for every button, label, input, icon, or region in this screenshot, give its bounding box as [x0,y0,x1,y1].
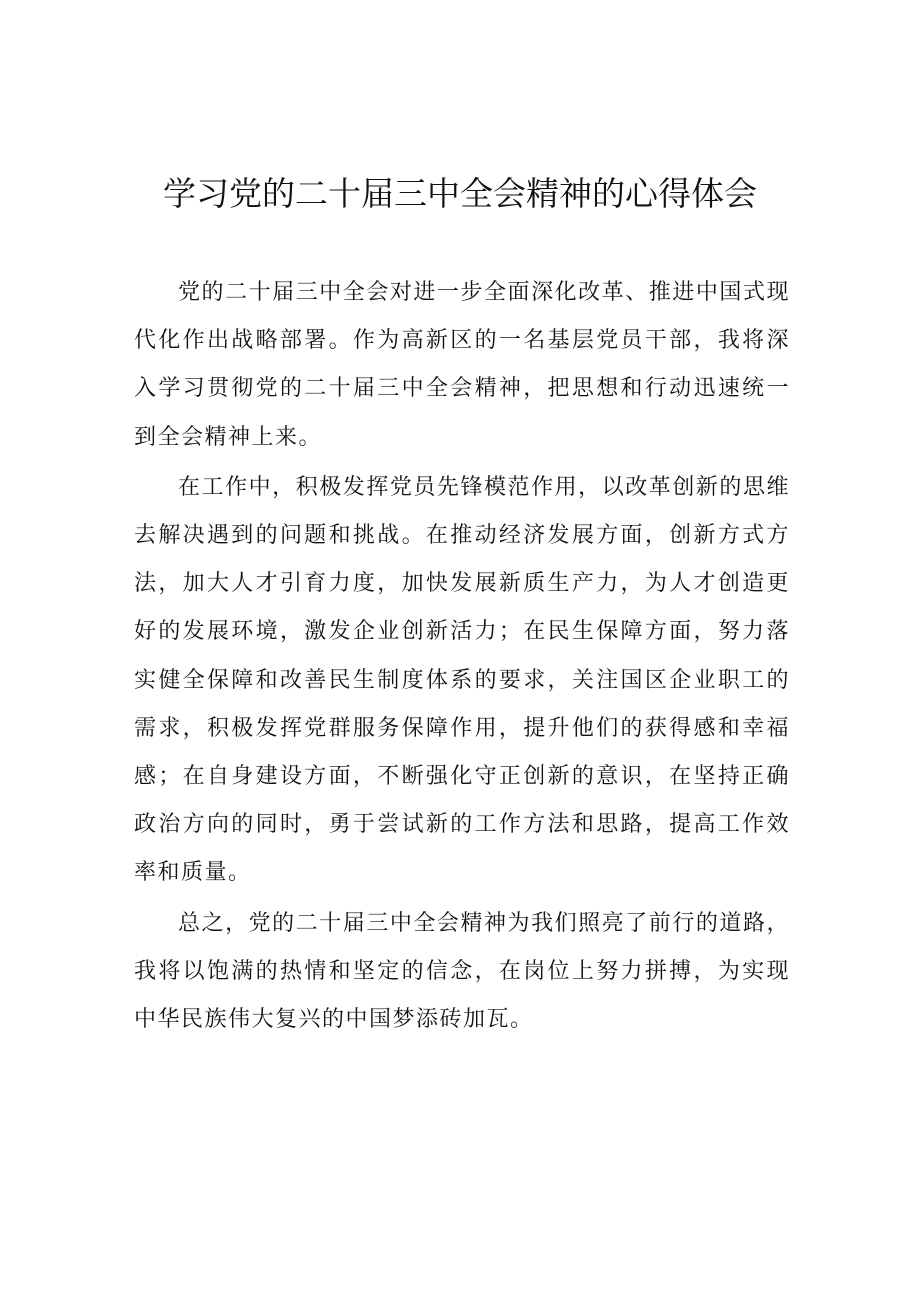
paragraph-2: 在工作中，积极发挥党员先锋模范作用，以改革创新的思维去解决遇到的问题和挑战。在推动经济发展方面，创新方式方法，加大人才引育力度，加快发展新质生产力，为人才创造更好的发展环境，激发企业创新活力；在民生保障方面，努力落实健全保障和改善民生制度体系的要求，关注国区企业职工的需求，积极发挥党群服务保障作用，提升他们的获得感和幸福感；在自身建设方面，不断强化守正创新的意识，在坚持正确政治方向的同时，勇于尝试新的工作方法和思路，提高工作效率和质量。 [134,474,790,886]
paragraph-3: 总之，党的二十届三中全会精神为我们照亮了前行的道路，我将以饱满的热情和坚定的信念，在岗位上努力拼搏，为实现中华民族伟大复兴的中国梦添砖加瓦。 [134,910,790,1033]
paragraph-1: 党的二十届三中全会对进一步全面深化改革、推进中国式现代化作出战略部署。作为高新区的一名基层党员干部，我将深入学习贯彻党的二十届三中全会精神，把思想和行动迅速统一到全会精神上来。 [134,280,790,450]
document-title: 学习党的二十届三中全会精神的心得体会 [163,174,757,213]
document-body [134,269,790,1046]
